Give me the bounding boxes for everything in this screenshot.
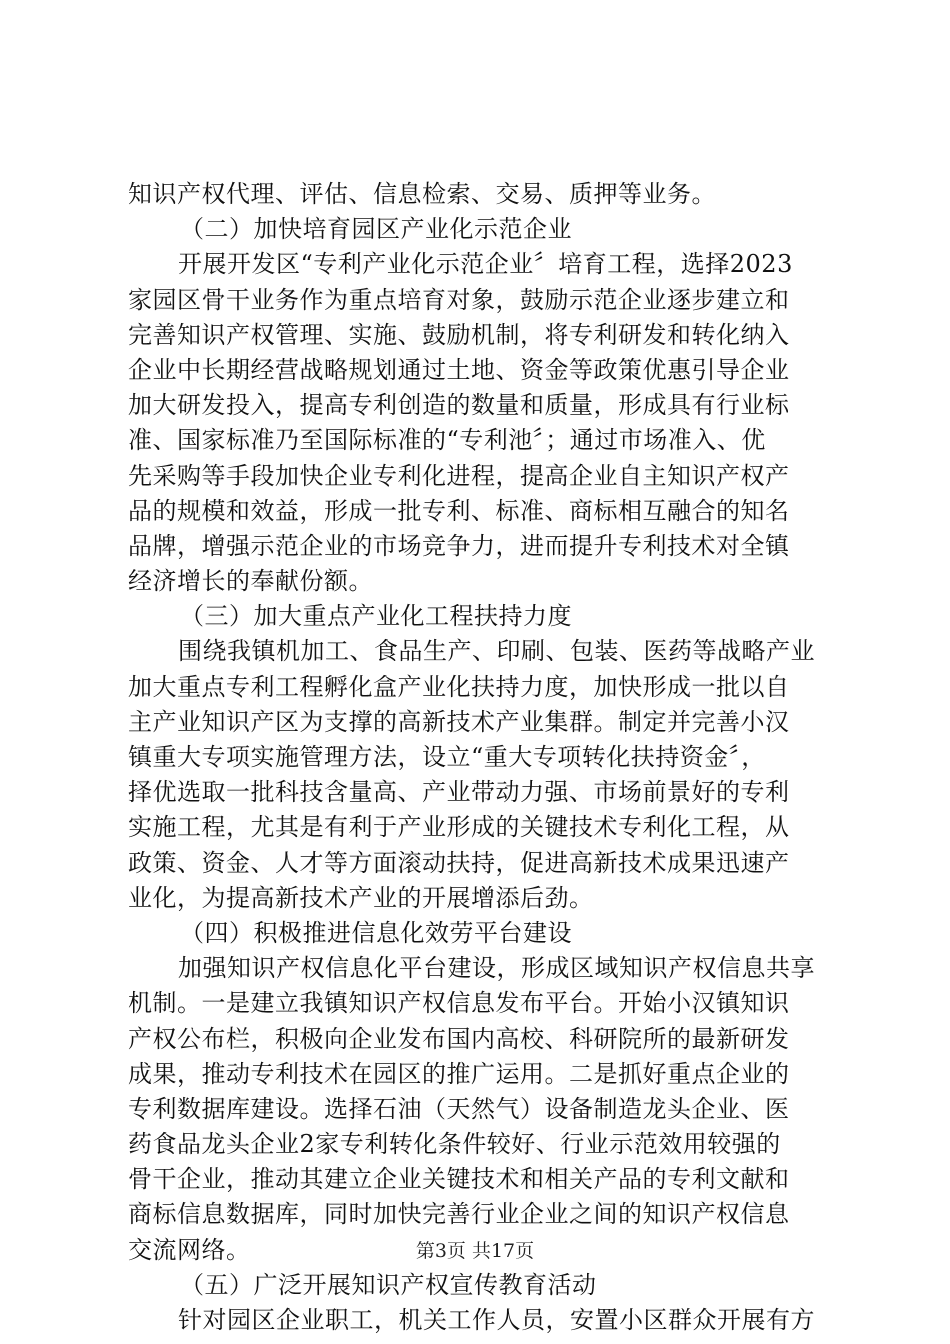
section-heading: （二）加快培育园区产业化示范企业 xyxy=(180,215,572,244)
text-line: 骨干企业，推动其建立企业关键技术和相关产品的专利文献和 xyxy=(128,1165,790,1194)
text-line: 先采购等手段加快企业专利化进程，提高企业自主知识产权产 xyxy=(128,461,790,490)
text-line: 针对园区企业职工，机关工作人员，安置小区群众开展有方 xyxy=(178,1306,815,1334)
text-line: 品的规模和效益，形成一批专利、标准、商标相互融合的知名 xyxy=(128,496,790,525)
text-line: 经济增长的奉献份额。 xyxy=(128,567,373,596)
section-heading: （五）广泛开展知识产权宣传教育活动 xyxy=(180,1270,597,1299)
text-line: 开展开发区“专利产业化示范企业〞培育工程，选择2023 xyxy=(178,250,793,279)
section-heading: （三）加大重点产业化工程扶持力度 xyxy=(180,602,572,631)
text-line: 加强知识产权信息化平台建设，形成区域知识产权信息共享 xyxy=(178,954,815,983)
text-line: 实施工程，尤其是有利于产业形成的关键技术专利化工程，从 xyxy=(128,813,790,842)
text-line: 政策、资金、人才等方面滚动扶持，促进高新技术成果迅速产 xyxy=(128,848,790,877)
text-line: 企业中长期经营战略规划通过土地、资金等政策优惠引导企业 xyxy=(128,355,790,384)
text-line: 镇重大专项实施管理方法，设立“重大专项转化扶持资金〞， xyxy=(128,743,766,771)
text-line: 择优选取一批科技含量高、产业带动力强、市场前景好的专利 xyxy=(128,778,790,807)
text-line: 机制。一是建立我镇知识产权信息发布平台。开始小汉镇知识 xyxy=(128,989,790,1018)
text-line: 主产业知识产区为支撑的高新技术产业集群。制定并完善小汉 xyxy=(128,707,790,736)
text-line: 药食品龙头企业2家专利转化条件较好、行业示范效用较强的 xyxy=(128,1130,781,1159)
page-number-footer: 第3页 共17页 xyxy=(415,1240,535,1262)
text-line: 产权公布栏，积极向企业发布国内高校、科研院所的最新研发 xyxy=(128,1024,790,1053)
text-line: 专利数据库建设。选择石油（天然气）设备制造龙头企业、医 xyxy=(128,1094,790,1123)
text-line: 加大研发投入，提高专利创造的数量和质量，形成具有行业标 xyxy=(128,391,790,420)
document-body xyxy=(128,177,840,1338)
text-line: 交流网络。 xyxy=(128,1235,251,1264)
text-line: 完善知识产权管理、实施、鼓励机制，将专利研发和转化纳入 xyxy=(128,320,790,349)
text-line: 知识产权代理、评估、信息检索、交易、质押等业务。 xyxy=(128,180,716,208)
text-line: 品牌，增强示范企业的市场竞争力，进而提升专利技术对全镇 xyxy=(128,531,790,560)
text-line: 准、国家标准乃至国际标准的“专利池〞；通过市场准入、优 xyxy=(128,426,766,455)
text-line: 业化，为提高新技术产业的开展增添后劲。 xyxy=(128,883,594,912)
text-line: 围绕我镇机加工、食品生产、印刷、包装、医药等战略产业 xyxy=(178,637,815,666)
text-line: 成果，推动专利技术在园区的推广运用。二是抓好重点企业的 xyxy=(128,1059,790,1088)
text-line: 家园区骨干业务作为重点培育对象，鼓励示范企业逐步建立和 xyxy=(128,285,790,314)
text-line: 商标信息数据库，同时加快完善行业企业之间的知识产权信息 xyxy=(128,1200,790,1229)
section-heading: （四）积极推进信息化效劳平台建设 xyxy=(180,918,572,947)
text-line: 加大重点专利工程孵化盒产业化扶持力度，加快形成一批以自 xyxy=(128,672,790,701)
